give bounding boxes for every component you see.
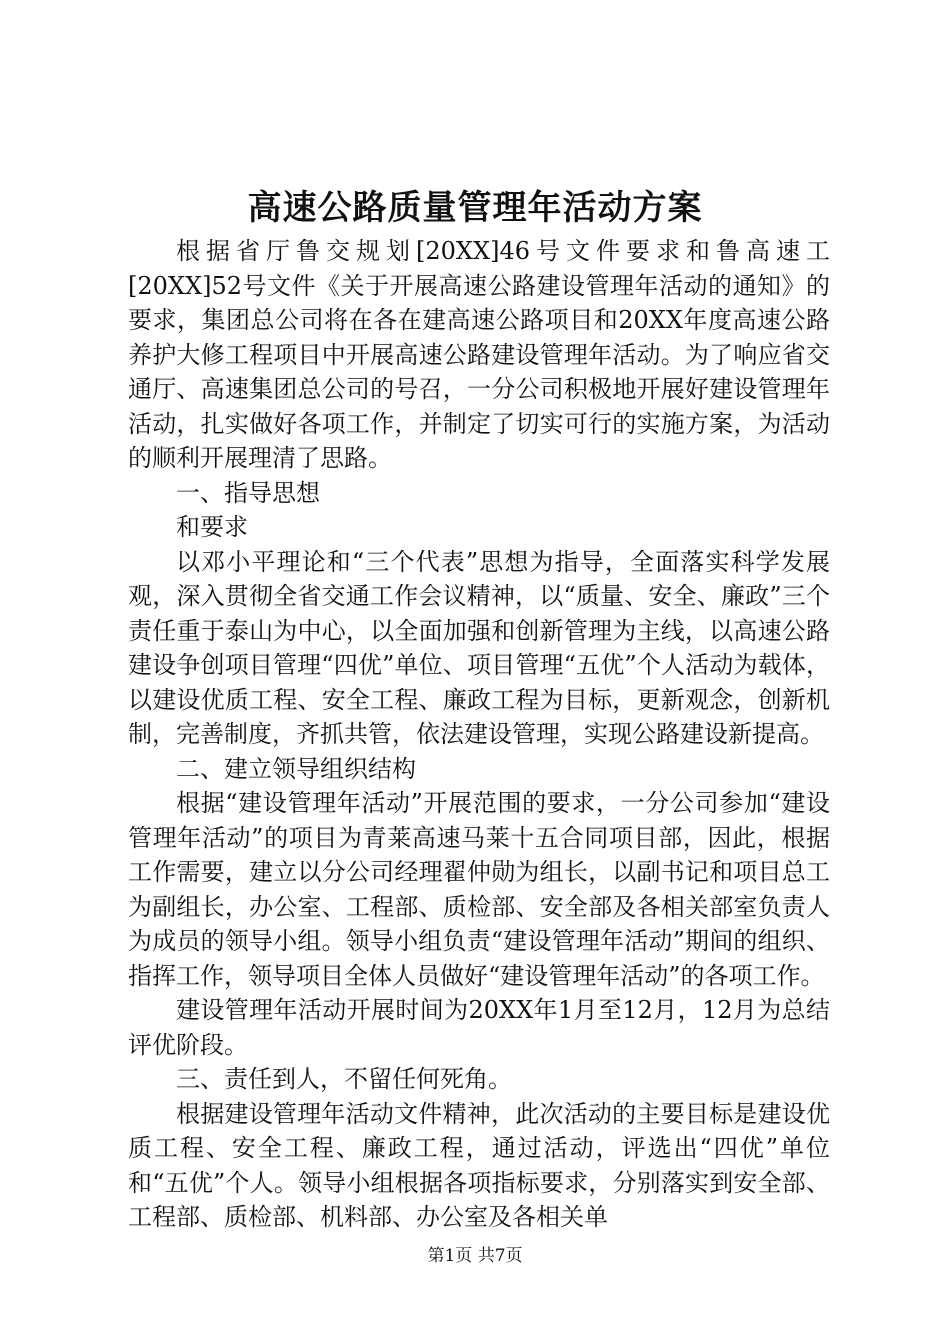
document-title: 高速公路质量管理年活动方案 [247,188,703,228]
page-footer: 第1页 共7页 [427,1246,523,1266]
document-body [128,234,830,1235]
section-heading-leadership: 二、建立领导组织结构 [176,754,416,783]
paragraph-schedule: 建设管理年活动开展时间为20XX年1月至12月，12月为总结评优阶段。 [128,996,830,1059]
section-heading-responsibility: 三、责任到人，不留任何死角。 [176,1065,512,1093]
section-heading-requirements: 和要求 [176,513,248,541]
section-heading-guiding-thought: 一、指导思想 [176,478,320,507]
paragraph-guiding-thought: 以邓小平理论和“三个代表”思想为指导，全面落实科学发展观，深入贯彻全省交通工作会议精神，以“质量、安全、廉政”三个责任重于泰山为中心，以全面加强和创新管理为主线，以高速公路建设争创项目管理“四优”单位、项目管理“五优”个人活动为载体，以建设优质工程、安全工程、廉政工程为目标，更新观念，创新机制，完善制度，齐抓共管，依法建设管理，实现公路建设新提高。 [128,547,830,748]
paragraph-intro: 根据省厅鲁交规划[20XX]46号文件要求和鲁高速工[20XX]52号文件《关于开展高速公路建设管理年活动的通知》的要求，集团总公司将在各在建高速公路项目和20XX年度高速公路养护大修工程项目中开展高速公路建设管理年活动。为了响应省交通厅、高速集团总公司的号召，一分公司积极地开展好建设管理年活动，扎实做好各项工作，并制定了切实可行的实施方案，为活动的顺利开展理清了思路。 [128,237,830,472]
paragraph-leadership: 根据“建设管理年活动”开展范围的要求，一分公司参加“建设管理年活动”的项目为青莱高速马莱十五合同项目部，因此，根据工作需要，建立以分公司经理翟仲勋为组长，以副书记和项目总工为副组长，办公室、工程部、质检部、安全部及各相关部室负责人为成员的领导小组。领导小组负责“建设管理年活动”期间的组织、指挥工作，领导项目全体人员做好“建设管理年活动”的各项工作。 [128,789,830,990]
paragraph-responsibility: 根据建设管理年活动文件精神，此次活动的主要目标是建设优质工程、安全工程、廉政工程，通过活动，评选出“四优”单位和“五优”个人。领导小组根据各项指标要求，分别落实到安全部、工程部、质检部、机料部、办公室及各相关单 [128,1099,830,1231]
